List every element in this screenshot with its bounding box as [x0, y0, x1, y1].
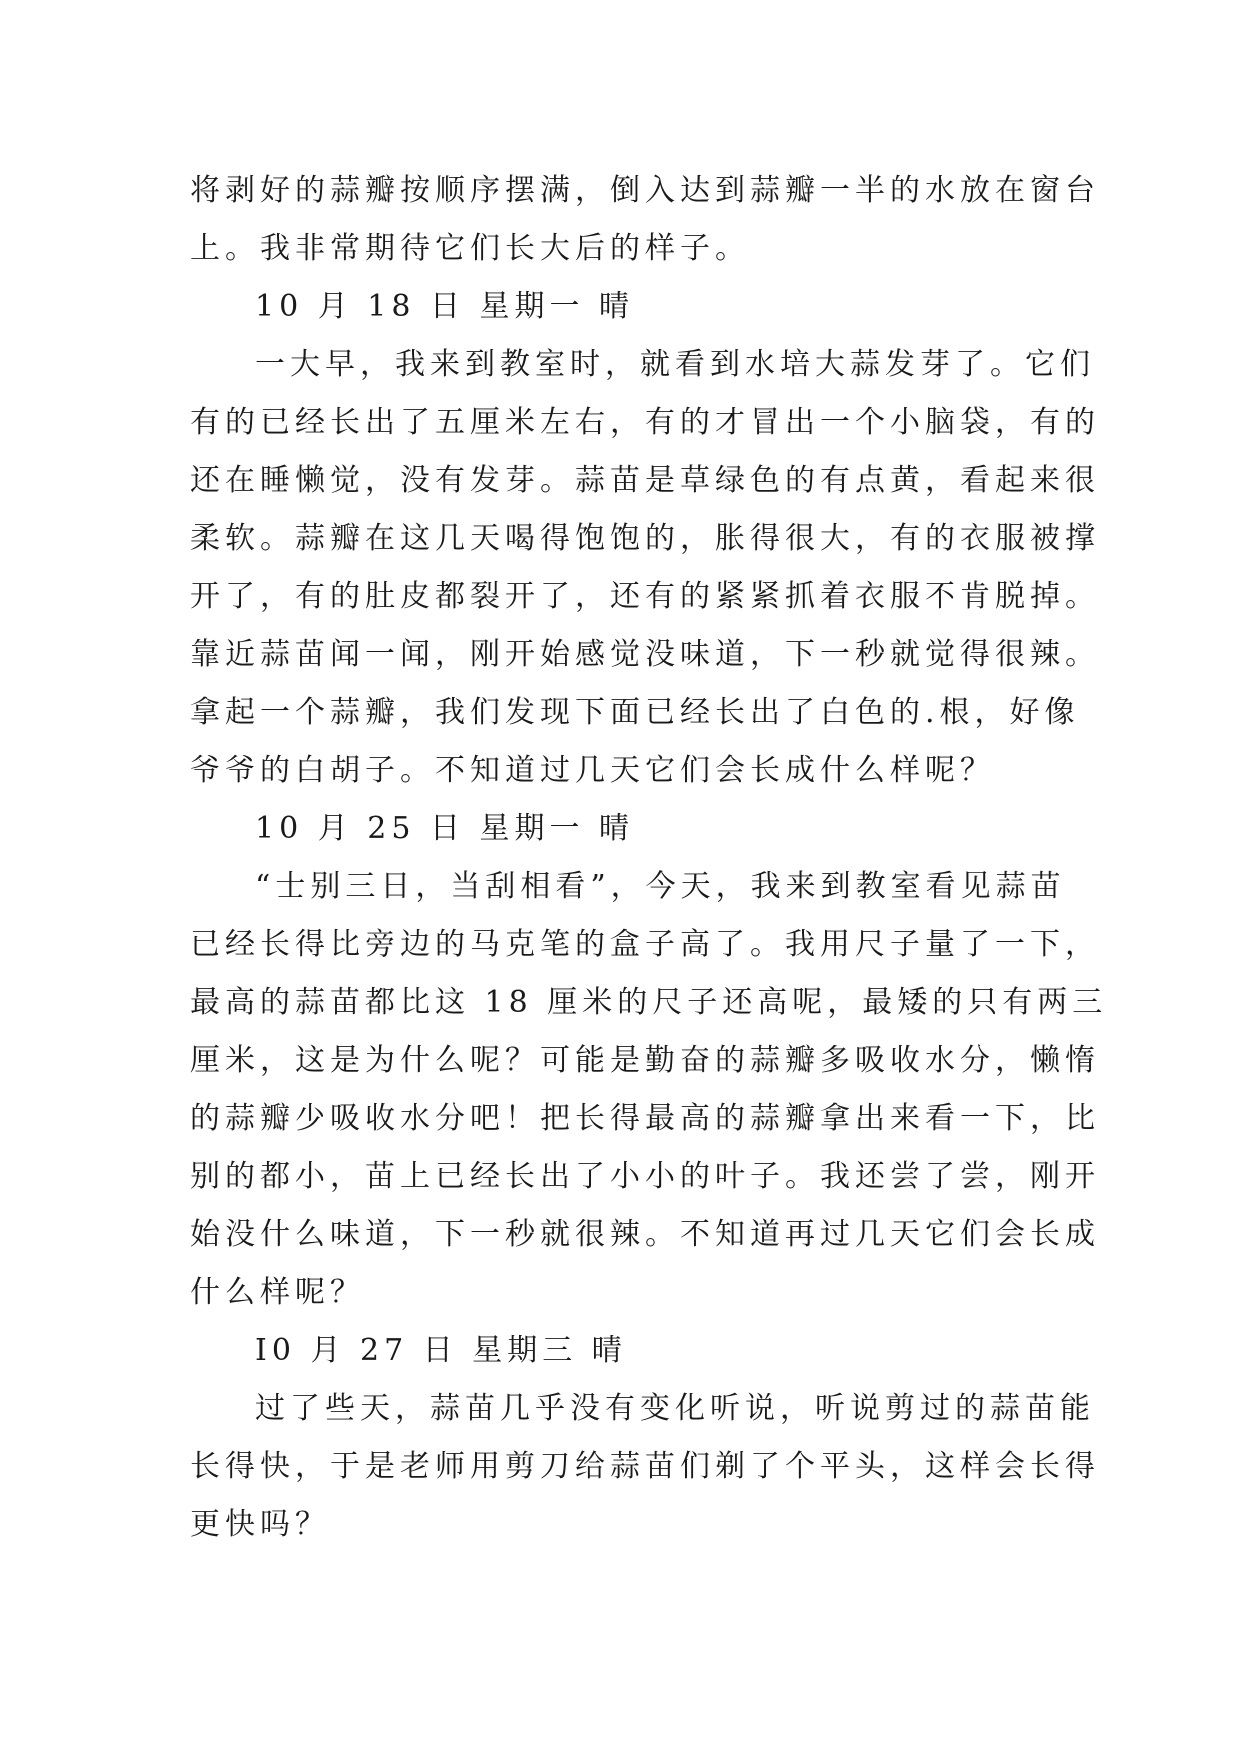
text-line: 上。我非常期待它们长大后的样子。 [190, 231, 750, 266]
text-line: “士别三日，当刮相看”，今天，我来到教室看见蒜苗 [255, 869, 1066, 904]
text-line: 长得快，于是老师用剪刀给蒜苗们剃了个平头，这样会长得 [190, 1449, 1100, 1484]
text-line: 更快吗？ [190, 1507, 330, 1542]
text-line: 柔软。蒜瓣在这几天喝得饱饱的，胀得很大，有的衣服被撑 [190, 521, 1100, 556]
text-line: 靠近蒜苗闻一闻，刚开始感觉没味道，下一秒就觉得很辣。 [190, 637, 1100, 672]
text-line: 还在睡懒觉，没有发芽。蒜苗是草绿色的有点黄，看起来很 [190, 463, 1100, 498]
text-line: 别的都小，苗上已经长出了小小的叶子。我还尝了尝，刚开 [190, 1159, 1100, 1194]
text-line: 有的已经长出了五厘米左右，有的才冒出一个小脑袋，有的 [190, 405, 1100, 440]
diary-text [190, 162, 1108, 1554]
date-heading: 10 月 25 日 星期一 晴 [255, 811, 635, 846]
text-line: 已经长得比旁边的马克笔的盒子高了。我用尺子量了一下， [190, 927, 1100, 962]
date-heading: 10 月 18 日 星期一 晴 [255, 289, 635, 324]
text-line: 将剥好的蒜瓣按顺序摆满，倒入达到蒜瓣一半的水放在窗台 [190, 173, 1100, 208]
text-line: 什么样呢？ [190, 1275, 365, 1310]
text-line: 拿起一个蒜瓣，我们发现下面已经长出了白色的.根，好像 [190, 695, 1080, 730]
text-line: 的蒜瓣少吸收水分吧！把长得最高的蒜瓣拿出来看一下，比 [190, 1101, 1100, 1136]
text-line: 厘米，这是为什么呢？可能是勤奋的蒜瓣多吸收水分，懒惰 [190, 1043, 1100, 1078]
text-line: 过了些天，蒜苗几乎没有变化听说，听说剪过的蒜苗能 [255, 1391, 1095, 1426]
text-line: 一大早，我来到教室时，就看到水培大蒜发芽了。它们 [255, 347, 1095, 382]
date-heading: I0 月 27 日 星期三 晴 [255, 1333, 627, 1368]
text-line: 爷爷的白胡子。不知道过几天它们会长成什么样呢？ [190, 753, 995, 788]
text-line: 始没什么味道，下一秒就很辣。不知道再过几天它们会长成 [190, 1217, 1100, 1252]
text-line: 最高的蒜苗都比这 18 厘米的尺子还高呢，最矮的只有两三 [190, 985, 1108, 1020]
text-line: 开了，有的肚皮都裂开了，还有的紧紧抓着衣服不肯脱掉。 [190, 579, 1100, 614]
